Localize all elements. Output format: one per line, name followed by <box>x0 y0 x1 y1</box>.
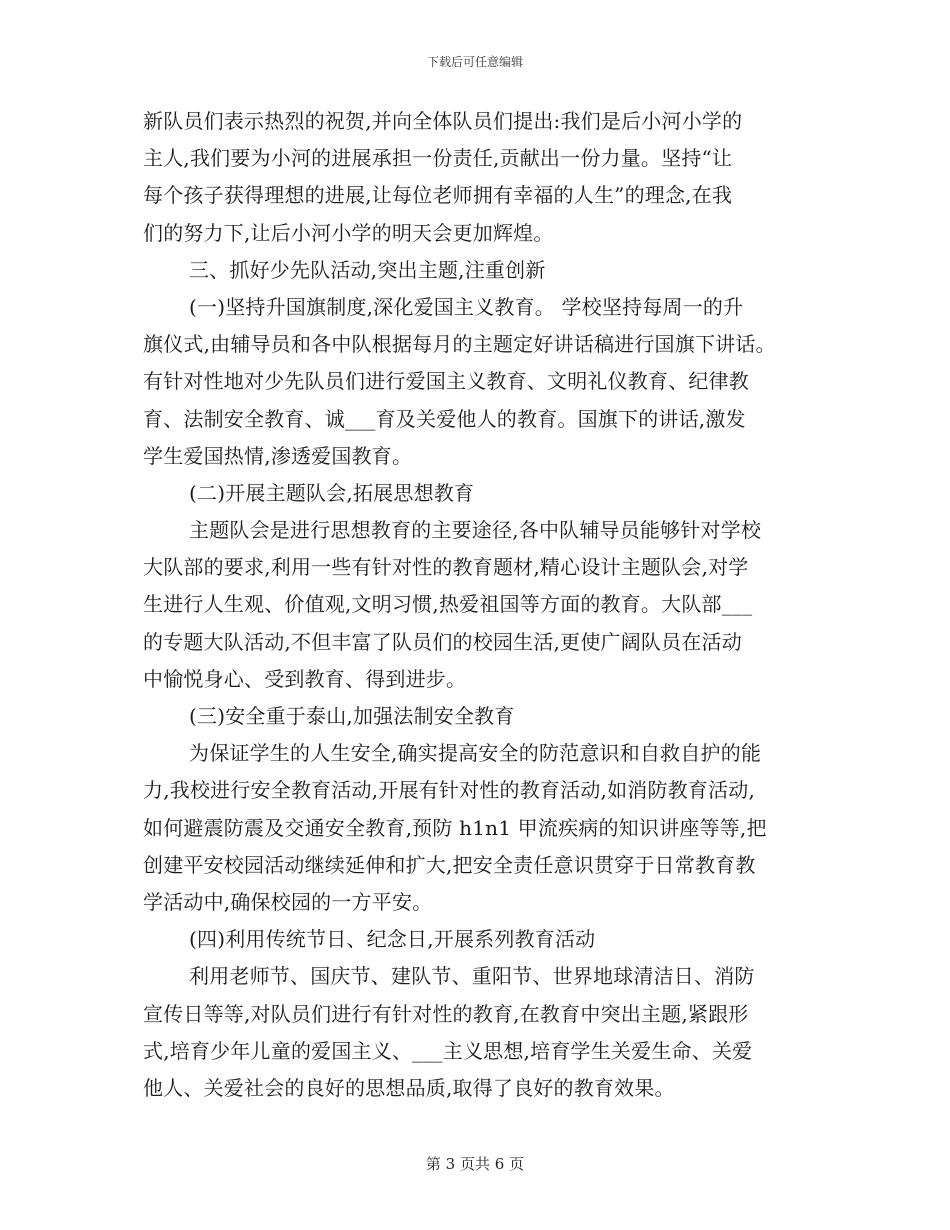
subsection-heading: (四)利用传统节日、纪念日,开展系列教育活动 <box>189 927 596 952</box>
body-line: 主人,我们要为小河的进展承担一份责任,贡献出一份力量。坚持“让 <box>143 146 733 171</box>
body-line: 学活动中,确保校园的一方平安。 <box>143 889 433 914</box>
body-line: 式,培育少年儿童的爱国主义、___主义思想,培育学生关爱生命、关爱 <box>143 1038 753 1063</box>
body-line: 生进行人生观、价值观,文明习惯,热爱祖国等方面的教育。大队部___ <box>143 592 753 617</box>
subsection-heading: (一)坚持升国旗制度,深化爱国主义教育。 学校坚持每周一的升 <box>189 294 744 319</box>
section-heading: 三、抓好少先队活动,突出主题,注重创新 <box>189 257 546 282</box>
body-line: 主题队会是进行思想教育的主要途径,各中队辅导员能够针对学校 <box>189 518 762 543</box>
body-line: 宣传日等等,对队员们进行有针对性的教育,在教育中突出主题,紧跟形 <box>143 1001 749 1026</box>
header-note: 下载后可任意编辑 <box>426 55 523 69</box>
body-line: 有针对性地对少先队员们进行爱国主义教育、文明礼仪教育、纪律教 <box>143 369 749 394</box>
page-number: 第 3 页共 6 页 <box>425 1155 525 1173</box>
body-line: 利用老师节、国庆节、建队节、重阳节、世界地球清洁日、消防 <box>189 964 755 989</box>
body-line: 如何避震防震及交通安全教育,预防 h1n1 甲流疾病的知识讲座等等,把 <box>143 815 767 840</box>
body-line: 新队员们表示热烈的祝贺,并向全体队员们提出:我们是后小河小学的 <box>143 109 743 133</box>
subsection-heading: (二)开展主题队会,拓展思想教育 <box>189 480 475 505</box>
body-line: 学生爱国热情,渗透爱国教育。 <box>143 443 413 468</box>
body-line: 创建平安校园活动继续延伸和扩大,把安全责任意识贯穿于日常教育教 <box>143 852 756 877</box>
body-line: 中愉悦身心、受到教育、得到进步。 <box>143 666 467 691</box>
body-line: 们的努力下,让后小河小学的明天会更加辉煌。 <box>143 220 554 245</box>
body-line: 育、法制安全教育、诚___育及关爱他人的教育。国旗下的讲话,激发 <box>143 406 746 431</box>
body-line: 旗仪式,由辅导员和各中队根据每月的主题定好讲话稿进行国旗下讲话。 <box>143 332 776 357</box>
body-line: 大队部的要求,利用一些有针对性的教育题材,精心设计主题队会,对学 <box>143 555 749 580</box>
body-line: 力,我校进行安全教育活动,开展有针对性的教育活动,如消防教育活动, <box>143 778 756 803</box>
body-line: 为保证学生的人生安全,确实提高安全的防范意识和自救自护的能 <box>189 741 762 766</box>
body-line: 每个孩子获得理想的进展,让每位老师拥有幸福的人生”的理念,在我 <box>143 183 733 208</box>
subsection-heading: (三)安全重于泰山,加强法制安全教育 <box>189 704 515 728</box>
document-body <box>143 103 823 1107</box>
body-line: 他人、关爱社会的良好的思想品质,取得了良好的教育效果。 <box>143 1075 675 1100</box>
body-line: 的专题大队活动,不但丰富了队员们的校园生活,更使广阔队员在活动 <box>143 629 742 654</box>
